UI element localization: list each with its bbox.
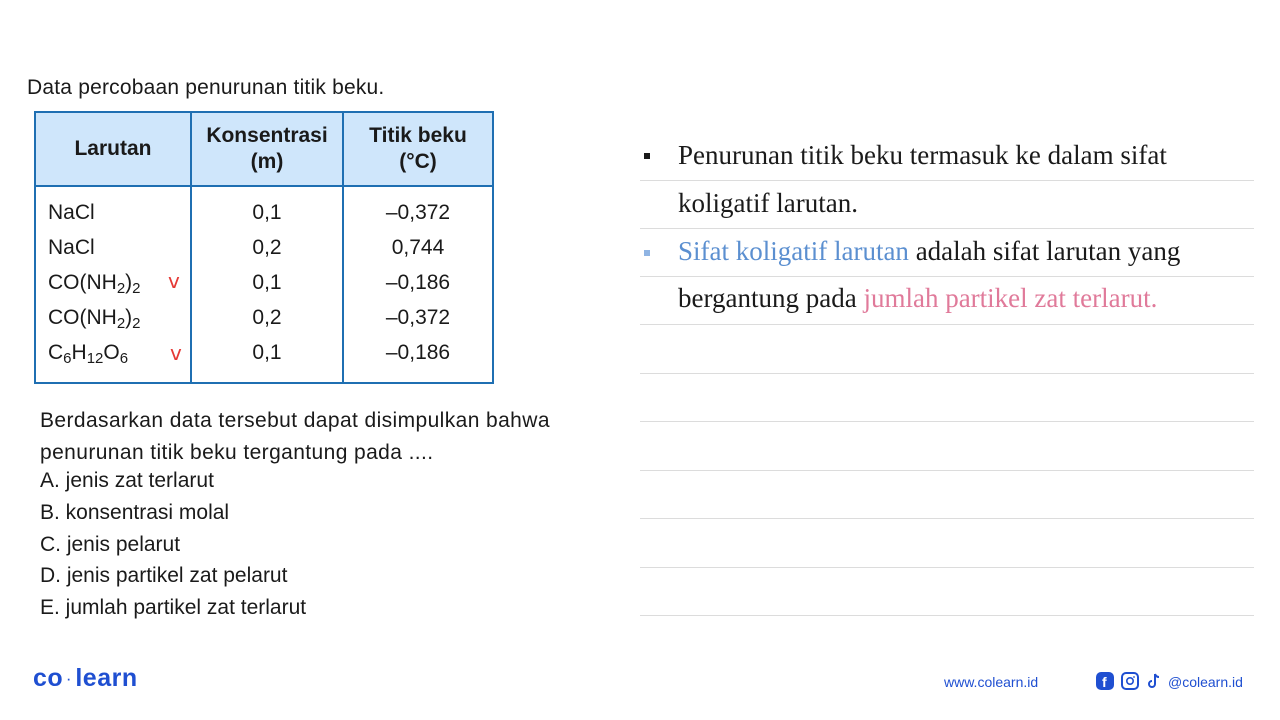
header-titik-beku-unit: (°C) bbox=[399, 150, 437, 173]
website-link[interactable]: www.colearn.id bbox=[944, 674, 1039, 690]
bullet-icon bbox=[644, 250, 650, 256]
header-konsentrasi-unit: (m) bbox=[250, 150, 284, 173]
cell-titik-beku: 0,744 bbox=[343, 230, 493, 265]
note-1-line-1: Penurunan titik beku termasuk ke dalam sifat bbox=[678, 140, 1167, 170]
formula: $CO(NH_2)_2$ bbox=[48, 305, 141, 332]
svg-text:f: f bbox=[1102, 674, 1107, 690]
ruled-line bbox=[640, 421, 1254, 422]
option-e[interactable]: E. jumlah partikel zat terlarut bbox=[40, 596, 307, 619]
table-row bbox=[35, 265, 493, 300]
note-text: bergantung pada bbox=[678, 283, 864, 313]
header-titik-beku bbox=[343, 112, 493, 186]
ruled-line bbox=[640, 276, 1254, 277]
formula: NaCl bbox=[48, 200, 95, 224]
ruled-line bbox=[640, 373, 1254, 374]
bullet-icon bbox=[644, 153, 650, 159]
page-title: Data percobaan penurunan titik beku. bbox=[27, 76, 385, 99]
cell-titik-beku: –0,372 bbox=[343, 300, 493, 335]
cell-konsentrasi: 0,2 bbox=[191, 300, 343, 335]
cell-konsentrasi: 0,2 bbox=[191, 230, 343, 265]
option-b[interactable]: B. konsentrasi molal bbox=[40, 501, 230, 524]
highlight-blue: Sifat koligatif larutan bbox=[678, 236, 909, 266]
ruled-line bbox=[640, 567, 1254, 568]
formula: NaCl bbox=[48, 235, 95, 259]
cell-larutan bbox=[35, 300, 191, 335]
highlight-pink: jumlah partikel zat terlarut. bbox=[863, 283, 1158, 313]
ruled-line bbox=[640, 518, 1254, 519]
header-konsentrasi bbox=[191, 112, 343, 186]
header-konsentrasi-label: Konsentrasi bbox=[206, 124, 328, 147]
cell-larutan bbox=[35, 265, 191, 300]
option-d[interactable]: D. jenis partikel zat pelarut bbox=[40, 564, 288, 587]
facebook-icon[interactable] bbox=[1096, 672, 1114, 690]
cell-larutan bbox=[35, 186, 191, 230]
cell-larutan bbox=[35, 335, 191, 383]
question-text: Berdasarkan data tersebut dapat disimpulkan bahwa penurunan titik beku tergantung pada .... bbox=[40, 409, 550, 464]
ruled-line bbox=[640, 228, 1254, 229]
cell-larutan bbox=[35, 230, 191, 265]
header-larutan: Larutan bbox=[35, 112, 191, 186]
table-row bbox=[35, 186, 493, 230]
cell-konsentrasi: 0,1 bbox=[191, 265, 343, 300]
table-row bbox=[35, 300, 493, 335]
note-text: adalah sifat larutan yang bbox=[908, 236, 1181, 266]
cell-titik-beku: –0,186 bbox=[343, 335, 493, 383]
check-mark-icon: v bbox=[168, 269, 180, 293]
formula: $C_6H_{12}O_6$ bbox=[48, 340, 129, 367]
check-mark-icon: v bbox=[170, 341, 182, 365]
ruled-line bbox=[640, 180, 1254, 181]
instagram-icon[interactable] bbox=[1121, 672, 1139, 690]
cell-titik-beku: –0,372 bbox=[343, 186, 493, 230]
social-handle[interactable]: @colearn.id bbox=[1168, 674, 1243, 690]
ruled-line bbox=[640, 470, 1254, 471]
option-c[interactable]: C. jenis pelarut bbox=[40, 533, 181, 556]
cell-titik-beku: –0,186 bbox=[343, 265, 493, 300]
formula: $CO(NH_2)_2$ bbox=[48, 270, 141, 297]
header-titik-beku-label: Titik beku bbox=[369, 124, 467, 147]
ruled-line bbox=[640, 615, 1254, 616]
note-1-line-2: koligatif larutan. bbox=[678, 188, 858, 218]
option-a[interactable]: A. jenis zat terlarut bbox=[40, 469, 214, 492]
note-2-line-1 bbox=[678, 236, 1180, 267]
tiktok-icon[interactable] bbox=[1146, 672, 1164, 690]
cell-konsentrasi: 0,1 bbox=[191, 186, 343, 230]
note-2-line-2 bbox=[678, 283, 1157, 314]
table-row bbox=[35, 335, 493, 383]
colearn-logo: co · learn bbox=[33, 664, 138, 692]
ruled-line bbox=[640, 324, 1254, 325]
table-row bbox=[35, 230, 493, 265]
cell-konsentrasi: 0,1 bbox=[191, 335, 343, 383]
data-table bbox=[34, 111, 494, 384]
